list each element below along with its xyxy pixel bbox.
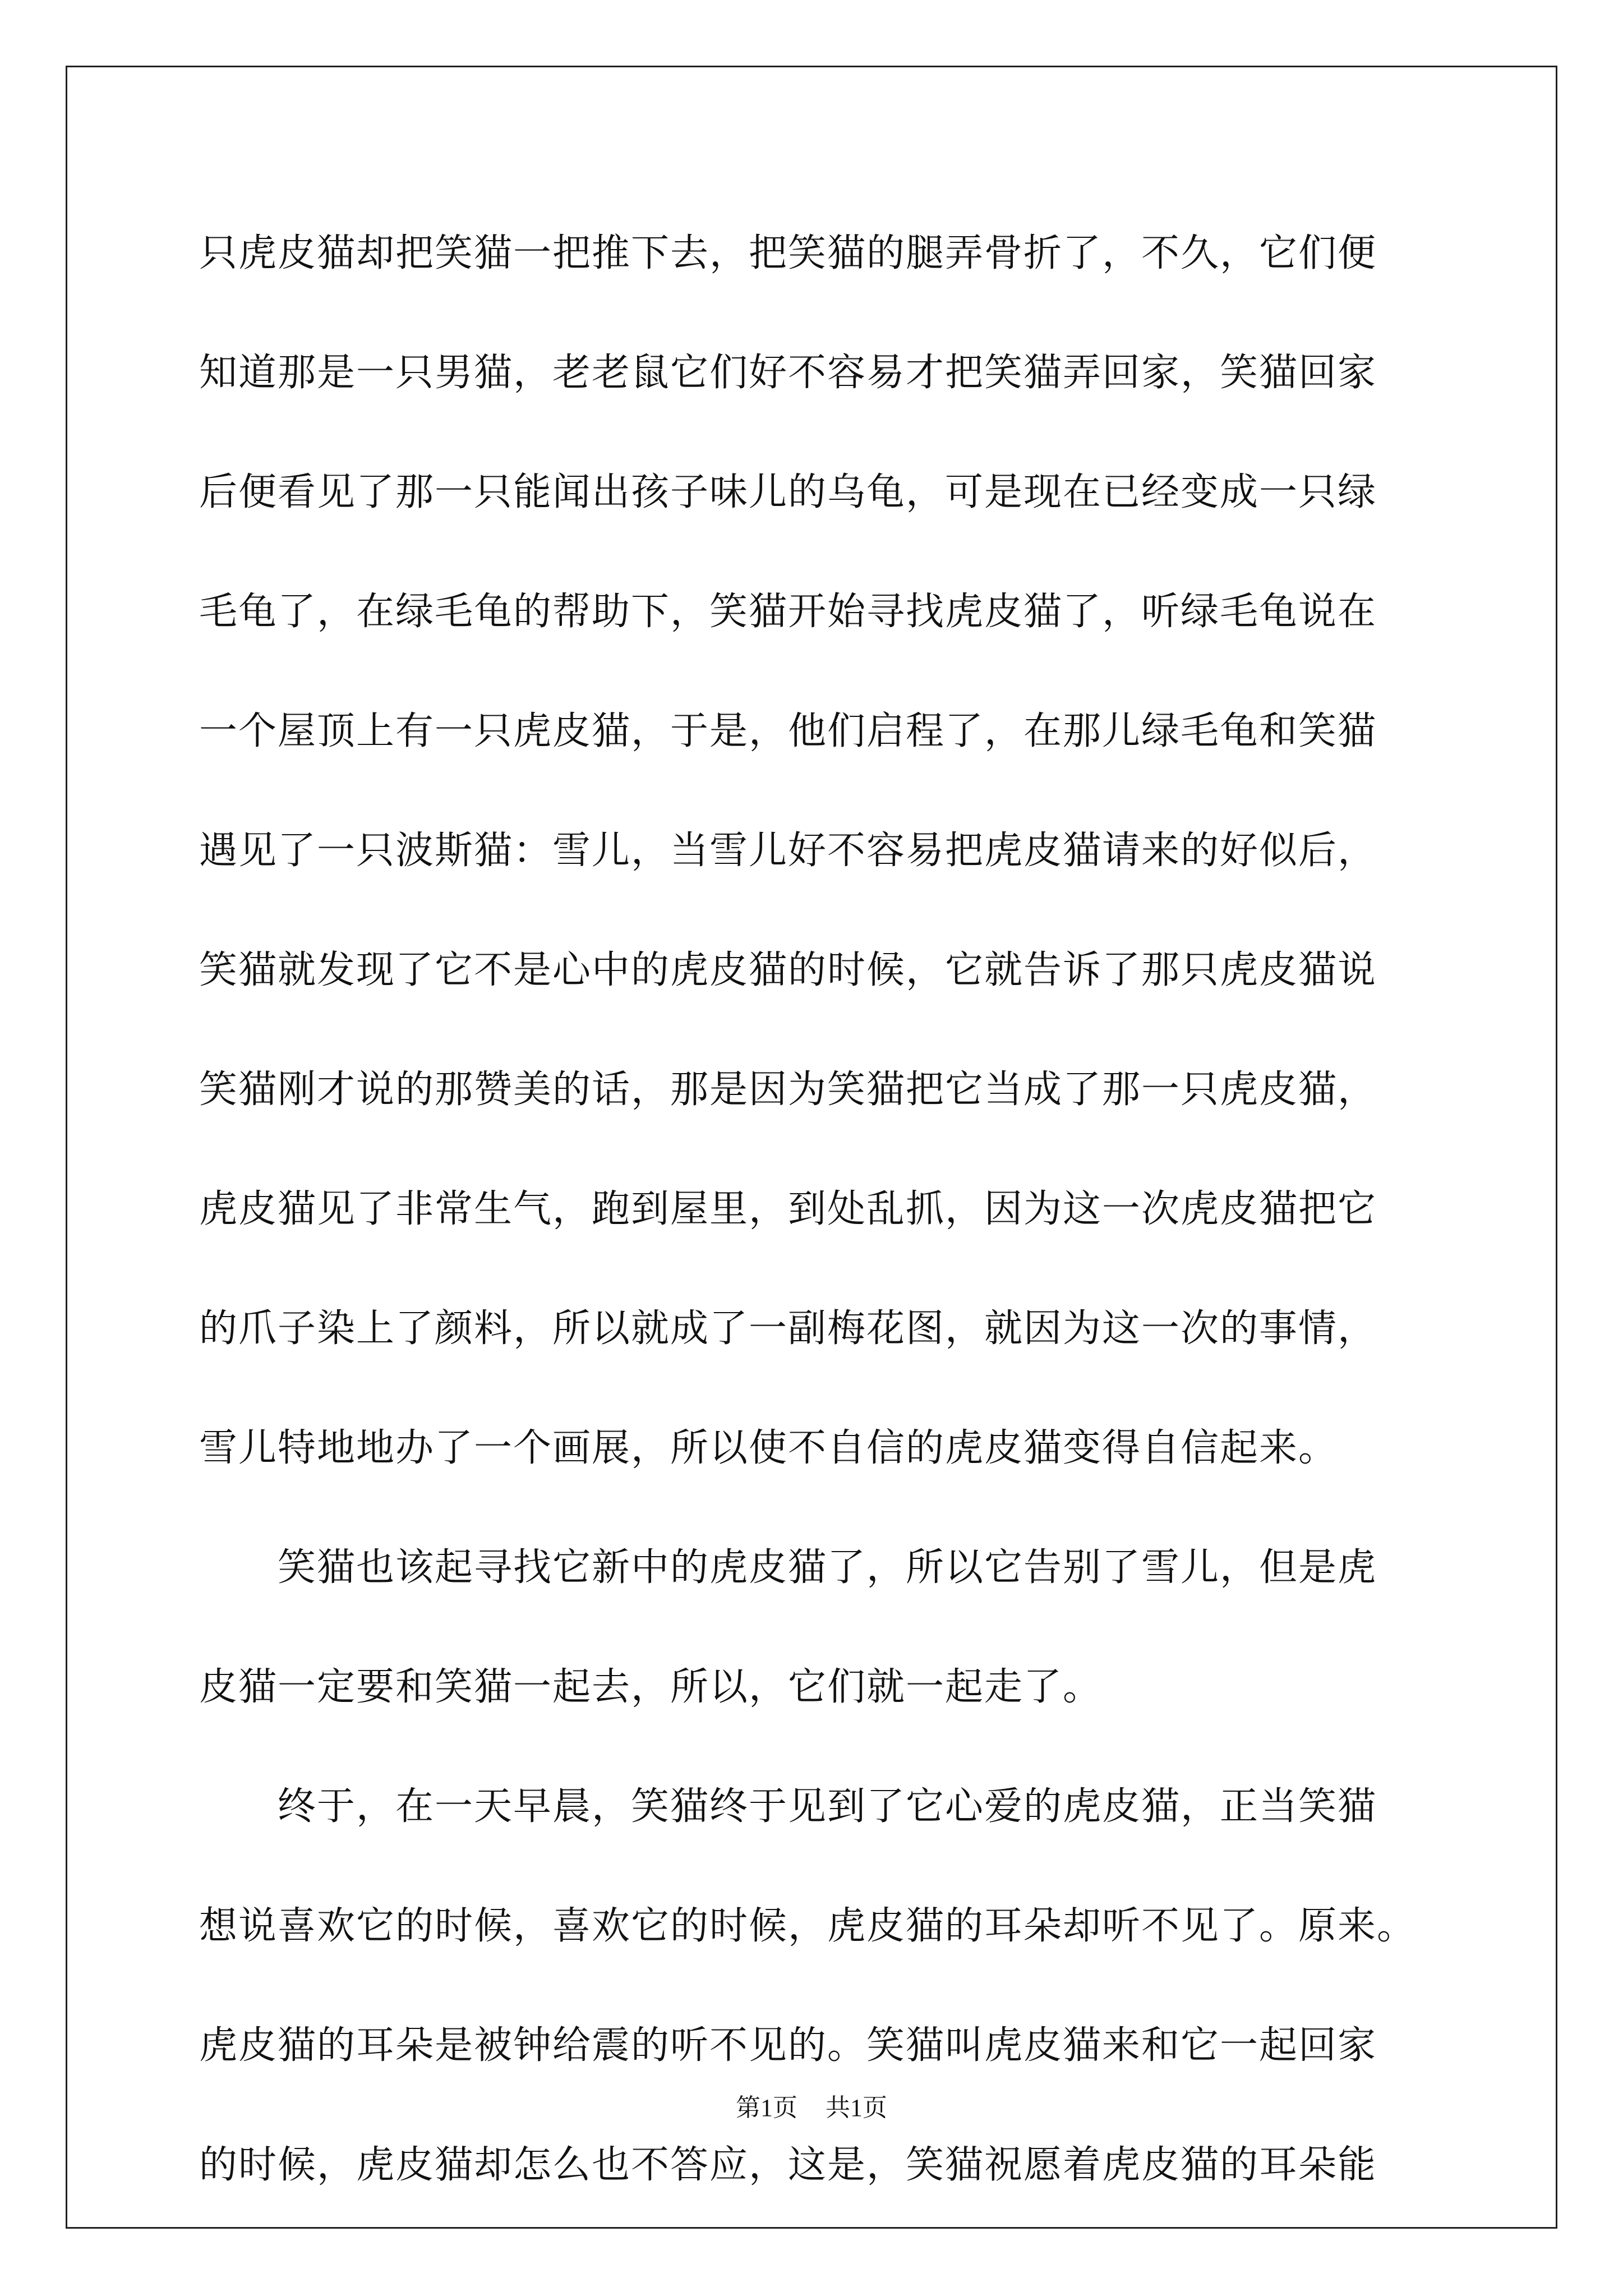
text-line: 雪儿特地地办了一个画展，所以使不自信的虎皮猫变得自信起来。	[199, 1426, 1338, 1470]
text-line: 知道那是一只男猫，老老鼠它们好不容易才把笑猫弄回家，笑猫回家	[199, 351, 1377, 395]
text-line: 笑猫刚才说的那赞美的话，那是因为笑猫把它当成了那一只虎皮猫，	[199, 1068, 1377, 1112]
paragraph-start-line: 笑猫也该起寻找它新中的虎皮猫了，所以它告别了雪儿，但是虎	[278, 1545, 1377, 1590]
text-line: 的爪子染上了颜料，所以就成了一副梅花图，就因为这一次的事情，	[199, 1306, 1377, 1351]
text-line: 后便看见了那一只能闻出孩子味儿的乌龟，可是现在已经变成一只绿	[199, 470, 1377, 514]
text-line: 虎皮猫的耳朵是被钟给震的听不见的。笑猫叫虎皮猫来和它一起回家	[199, 2023, 1377, 2068]
text-line: 一个屋顶上有一只虎皮猫，于是，他们启程了，在那儿绿毛龟和笑猫	[199, 709, 1377, 753]
page-number: 第1页	[736, 2094, 797, 2122]
text-line: 只虎皮猫却把笑猫一把推下去，把笑猫的腿弄骨折了，不久，它们便	[199, 231, 1377, 275]
text-line: 笑猫就发现了它不是心中的虎皮猫的时候，它就告诉了那只虎皮猫说	[199, 948, 1377, 992]
page-total: 共1页	[826, 2094, 887, 2122]
text-line: 的时候，虎皮猫却怎么也不答应，这是，笑猫祝愿着虎皮猫的耳朵能	[199, 2143, 1377, 2187]
text-line: 皮猫一定要和笑猫一起去，所以，它们就一起走了。	[199, 1665, 1103, 1709]
page-footer	[0, 2087, 1623, 2123]
paragraph-start-line: 终于，在一天早晨，笑猫终于见到了它心爱的虎皮猫，正当笑猫	[278, 1784, 1377, 1829]
document-body	[199, 194, 1455, 2225]
text-line: 遇见了一只波斯猫：雪儿，当雪儿好不容易把虎皮猫请来的好似后，	[199, 829, 1377, 873]
text-line: 毛龟了，在绿毛龟的帮助下，笑猫开始寻找虎皮猫了，听绿毛龟说在	[199, 590, 1377, 634]
text-line: 想说喜欢它的时候，喜欢它的时候，虎皮猫的耳朵却听不见了。原来。	[199, 1904, 1417, 1948]
text-line: 虎皮猫见了非常生气，跑到屋里，到处乱抓，因为这一次虎皮猫把它	[199, 1187, 1377, 1231]
